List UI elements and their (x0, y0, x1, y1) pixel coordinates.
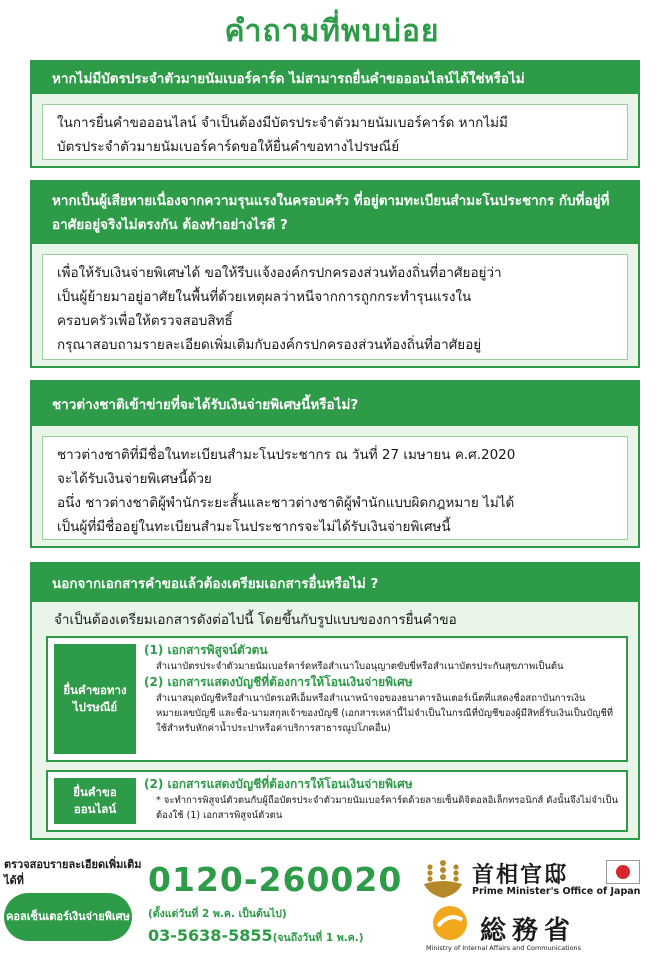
online-documents-list (144, 776, 620, 823)
postal-documents-list (144, 642, 620, 736)
faq-item-my-number (30, 60, 640, 168)
faq-answer-line: เป็นผู้ย้ายมาอยู่อาศัยในพื้นที่ด้วยเหตุผลว่าหนีจากการถูกกระทำรุนแรงใน (57, 289, 472, 305)
doc-description: สำเนาบัตรประจำตัวมายนัมเบอร์คาร์ดหรือสำเนาใบอนุญาตขับขี่หรือสำเนาบัตรประกันสุขภาพเป็นต้น (156, 661, 564, 672)
pmo-name-kanji: 首相官邸 (472, 863, 569, 888)
call-center-badge: คอลเซ็นเตอร์เงินจ่ายพิเศษ (4, 893, 132, 941)
faq-answer (42, 254, 628, 360)
phone-number-main: 0120-260020 (148, 860, 403, 899)
paulownia-crest-icon (420, 858, 466, 900)
phone-sub-number: 03-5638-5855 (148, 926, 273, 945)
faq-answer-line: จะได้รับเงินจ่ายพิเศษนี้ด้วย (57, 471, 212, 487)
online-label: ยื่นคำขอ ออนไลน์ (54, 778, 136, 824)
faq-answer-line: บัตรประจำตัวมายนัมเบอร์คาร์ดขอให้ยื่นคำขอทางไปรษณีย์ (57, 139, 400, 155)
faq-item-documents (30, 562, 640, 840)
faq-item-foreigners (30, 380, 640, 548)
faq-question: นอกจากเอกสารคำขอแล้วต้องเตรียมเอกสารอื่นหรือไม่ ? (32, 564, 638, 602)
faq-question: หากเป็นผู้เสียหายเนื่องจากความรุนแรงในครอบครัว ที่อยู่ตามทะเบียนสำมะโนประชากร กับที่อยู่ที่อาศัยอยู่จริงไม่ตรงกัน ต้องทำอย่างไรดี ? (32, 182, 638, 244)
faq-answer-line: ครอบครัวเพื่อให้ตรวจสอบสิทธิ์ (57, 313, 233, 329)
faq-answer-line: ชาวต่างชาติที่มีชื่อในทะเบียนสำมะโนประชากร ณ วันที่ 27 เมษายน ค.ศ.2020 (57, 447, 516, 463)
faq-answer-line: ในการยื่นคำขอออนไลน์ จำเป็นต้องมีบัตรประจำตัวมายนัมเบอร์คาร์ด หากไม่มี (57, 115, 508, 131)
phone-number-sub (148, 926, 364, 946)
faq-question: หากไม่มีบัตรประจำตัวมายนัมเบอร์คาร์ด ไม่สามารถยื่นคำขอออนไลน์ได้ใช่หรือไม่ (32, 62, 638, 94)
phone-sub-note: (จนถึงวันที่ 1 พ.ค.) (272, 932, 364, 944)
mic-name-kanji: 総務省 (480, 916, 577, 946)
phone-main-note: (ตั้งแต่วันที่ 2 พ.ค. เป็นต้นไป) (148, 908, 287, 920)
mic-logo-icon (428, 904, 472, 942)
pmo-logo (420, 858, 642, 900)
contact-label: ตรวจสอบรายละเอียดเพิ่มเติมได้ที่ (4, 858, 142, 887)
pmo-name-english: Prime Minister's Office of Japan (472, 886, 641, 897)
faq-item-domestic-violence (30, 180, 640, 368)
doc-description: สำเนาสมุดบัญชีหรือสำเนาบัตรเอทีเอ็มหรือสำเนาหน้าจอของธนาคารอินเตอร์เน็ตที่แสดงชื่อสถาบันการเงิน หมายเลขบัญชี และชื่อ-นามสกุลเจ้าของบัญชี (เอกสารเหล่านี้ไม่จำเป็นในกรณีที่บัญชีของผู้มีสิทธิ์รับเงินเป็นบัญชีที่ใช้สำหรับหักค่าน้ำประปาหรือค่าบริการสาธารณูปโภคอื่น) (156, 693, 614, 734)
mic-logo (420, 904, 642, 956)
faq-answer (42, 104, 628, 160)
faq-question: ชาวต่างชาติเข้าข่ายที่จะได้รับเงินจ่ายพิเศษนี้หรือไม่? (32, 382, 638, 426)
faq-answer-line: เป็นผู้ที่มีชื่ออยู่ในทะเบียนสำมะโนประชากรจะไม่ได้รับเงินจ่ายพิเศษนี้ (57, 519, 451, 535)
doc-heading: (1) เอกสารพิสูจน์ตัวตน (144, 643, 268, 657)
japan-flag-icon (606, 860, 640, 884)
faq-answer-line: กรุณาสอบถามรายละเอียดเพิ่มเติมกับองค์กรปกครองส่วนท้องถิ่นที่อาศัยอยู่ (57, 337, 482, 353)
page-title: คำถามที่พบบ่อย (224, 14, 440, 49)
faq-answer-line: เพื่อให้รับเงินจ่ายพิเศษได้ ขอให้รีบแจ้งองค์กรปกครองส่วนท้องถิ่นที่อาศัยอยู่ว่า (57, 265, 502, 281)
mic-name-english: Ministry of Internal Affairs and Communications (426, 944, 582, 952)
postal-documents-box (46, 636, 628, 762)
postal-label: ยื่นคำขอทาง ไปรษณีย์ (54, 644, 136, 754)
online-documents-box (46, 770, 628, 832)
documents-lead: จำเป็นต้องเตรียมเอกสารดังต่อไปนี้ โดยขึ้นกับรูปแบบของการยื่นคำขอ (54, 612, 457, 628)
doc-description: * จะทำการพิสูจน์ตัวตนกับผู้ถือบัตรประจำตัวมายนัมเบอร์คาร์ดด้วยลายเซ็นดิจิตอลอิเล็กทรอนิกส์ ดังนั้นจึงไม่จำเป็นต้องใช้ (1) เอกสารพิสูจน์ตัวตน (156, 795, 619, 821)
faq-answer (42, 436, 628, 540)
doc-heading: (2) เอกสารแสดงบัญชีที่ต้องการให้โอนเงินจ่ายพิเศษ (144, 675, 413, 689)
doc-heading: (2) เอกสารแสดงบัญชีที่ต้องการให้โอนเงินจ่ายพิเศษ (144, 777, 413, 791)
faq-answer-line: อนึ่ง ชาวต่างชาติผู้พำนักระยะสั้นและชาวต่างชาติผู้พำนักแบบผิดกฎหมาย ไม่ได้ (57, 495, 515, 511)
